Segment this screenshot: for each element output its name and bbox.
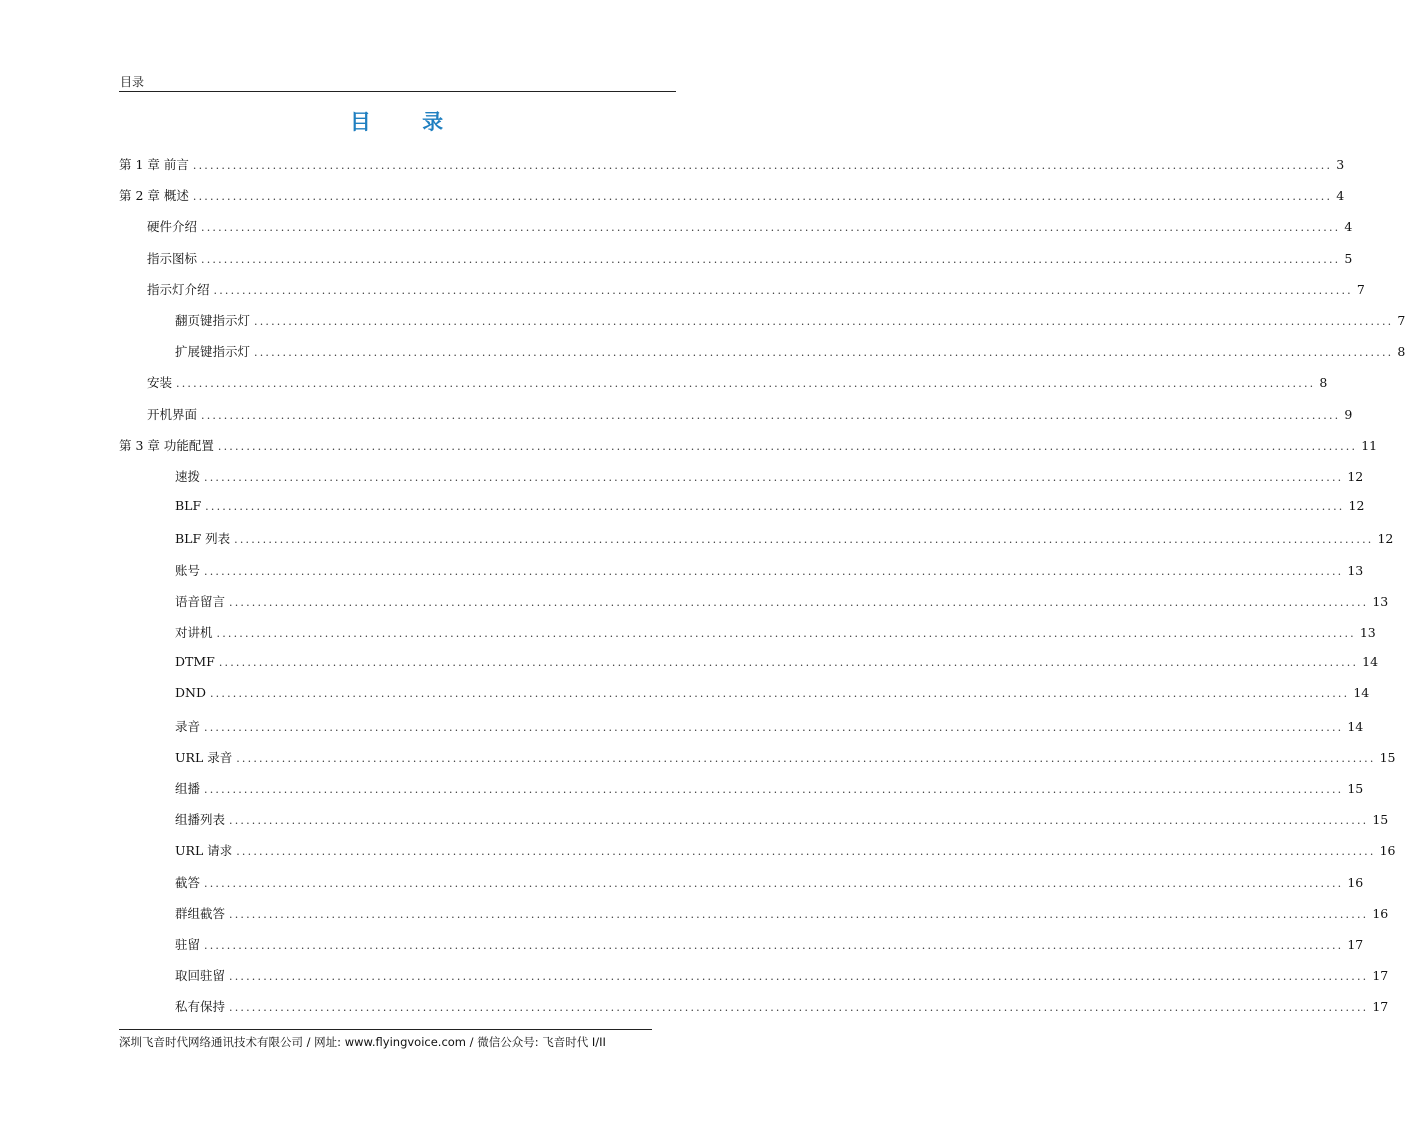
toc-dot-leader: ........................................................................................................................................................................................................ (192, 159, 1333, 172)
toc-entry[interactable] (175, 311, 1405, 331)
toc-entry[interactable] (175, 498, 1365, 518)
toc-dot-leader: ........................................................................................................................................................................................................ (217, 440, 1358, 453)
toc-entry[interactable] (175, 654, 1379, 674)
footer-text: 深圳飞音时代网络通讯技术有限公司 / 网址: www.flyingvoice.com / 微信公众号: 飞音时代 I/II (119, 1035, 606, 1049)
toc-dot-leader: ........................................................................................................................................................................................................ (204, 877, 1344, 890)
toc-entry[interactable] (175, 592, 1389, 612)
toc-entry[interactable] (175, 561, 1364, 581)
toc-entry[interactable] (175, 467, 1364, 487)
toc-entry-label: 指示灯介绍 (147, 282, 210, 297)
toc-entry-page: 4 (1336, 188, 1345, 203)
toc-entry-label: 截答 (175, 875, 201, 890)
toc-entry-label: 速拨 (175, 469, 201, 484)
toc-entry-label: DTMF (175, 654, 215, 669)
toc-entry[interactable] (175, 685, 1370, 705)
toc-dot-leader: ........................................................................................................................................................................................................ (229, 596, 1369, 609)
toc-entry-label: 翻页键指示灯 (175, 313, 251, 328)
toc-entry[interactable] (175, 748, 1396, 768)
toc-entry-page: 15 (1379, 750, 1396, 765)
toc-entry[interactable] (175, 997, 1389, 1017)
toc-entry[interactable] (147, 405, 1353, 425)
toc-dot-leader: ........................................................................................................................................................................................................ (176, 377, 1316, 390)
toc-entry-label: 语音留言 (175, 594, 226, 609)
toc-entry[interactable] (147, 249, 1353, 269)
toc-dot-leader: ........................................................................................................................................................................................................ (201, 221, 1341, 234)
toc-entry-page: 13 (1359, 625, 1376, 640)
toc-entry[interactable] (147, 373, 1328, 393)
toc-entry-label: 账号 (175, 563, 201, 578)
toc-entry-label: URL 请求 (175, 843, 233, 858)
toc-dot-leader: ........................................................................................................................................................................................................ (209, 687, 1350, 700)
toc-entry[interactable] (119, 436, 1378, 456)
toc-entry-page: 12 (1347, 469, 1364, 484)
toc-entry-label: 取回驻留 (175, 968, 226, 983)
toc-entry-label: 组播列表 (175, 812, 226, 827)
toc-entry-label: 录音 (175, 719, 201, 734)
toc-entry-page: 9 (1344, 407, 1353, 422)
toc-entry-label: BLF 列表 (175, 531, 231, 546)
toc-entry-page: 17 (1372, 999, 1389, 1014)
toc-entry[interactable] (175, 623, 1376, 643)
toc-entry-page: 12 (1377, 531, 1394, 546)
toc-entry-page: 13 (1372, 594, 1389, 609)
toc-entry[interactable] (175, 966, 1389, 986)
toc-dot-leader: ........................................................................................................................................................................................................ (213, 284, 1353, 297)
header-rule (119, 91, 676, 92)
toc-entry-label: 第 2 章 概述 (119, 188, 189, 203)
toc-entry[interactable] (175, 717, 1364, 737)
toc-dot-leader: ........................................................................................................................................................................................................ (218, 656, 1359, 669)
toc-entry-page: 11 (1361, 438, 1378, 453)
toc-entry-page: 14 (1347, 719, 1364, 734)
toc-entry-label: URL 录音 (175, 750, 233, 765)
toc-entry-page: 14 (1362, 654, 1379, 669)
toc-dot-leader: ........................................................................................................................................................................................................ (204, 939, 1344, 952)
toc-entry-label: 扩展键指示灯 (175, 344, 251, 359)
toc-dot-leader: ........................................................................................................................................................................................................ (201, 409, 1341, 422)
toc-entry[interactable] (119, 155, 1345, 175)
page-title: 目 录 (349, 110, 466, 134)
toc-dot-leader: ........................................................................................................................................................................................................ (234, 533, 1374, 546)
toc-dot-leader: ........................................................................................................................................................................................................ (204, 783, 1344, 796)
toc-entry-page: 8 (1319, 375, 1328, 390)
toc-entry-page: 7 (1356, 282, 1365, 297)
toc-dot-leader: ........................................................................................................................................................................................................ (229, 908, 1369, 921)
toc-entry-label: 安装 (147, 375, 173, 390)
toc-entry[interactable] (147, 217, 1353, 237)
toc-entry-label: BLF (175, 498, 202, 513)
toc-entry[interactable] (175, 935, 1364, 955)
toc-dot-leader: ........................................................................................................................................................................................................ (236, 752, 1376, 765)
toc-dot-leader: ........................................................................................................................................................................................................ (204, 471, 1344, 484)
toc-entry-label: 私有保持 (175, 999, 226, 1014)
toc-entry-page: 17 (1372, 968, 1389, 983)
toc-entry[interactable] (147, 280, 1365, 300)
toc-entry-page: 17 (1347, 937, 1364, 952)
toc-entry[interactable] (175, 904, 1389, 924)
toc-entry-label: 群组截答 (175, 906, 226, 921)
toc-entry-page: 3 (1336, 157, 1345, 172)
toc-dot-leader: ........................................................................................................................................................................................................ (204, 565, 1344, 578)
toc-entry[interactable] (175, 529, 1394, 549)
toc-entry[interactable] (175, 841, 1396, 861)
toc-dot-leader: ........................................................................................................................................................................................................ (201, 253, 1341, 266)
toc-dot-leader: ........................................................................................................................................................................................................ (216, 627, 1356, 640)
footer-rule (119, 1029, 652, 1030)
toc-entry-page: 16 (1379, 843, 1396, 858)
toc-entry-page: 13 (1347, 563, 1364, 578)
toc-dot-leader: ........................................................................................................................................................................................................ (229, 1001, 1369, 1014)
toc-entry-page: 12 (1348, 498, 1365, 513)
toc-dot-leader: ........................................................................................................................................................................................................ (192, 190, 1333, 203)
toc-entry-page: 15 (1347, 781, 1364, 796)
toc-dot-leader: ........................................................................................................................................................................................................ (254, 315, 1394, 328)
toc-dot-leader: ........................................................................................................................................................................................................ (236, 845, 1376, 858)
toc-entry-label: 对讲机 (175, 625, 213, 640)
toc-entry-page: 16 (1347, 875, 1364, 890)
toc-entry[interactable] (175, 810, 1389, 830)
toc-entry-page: 4 (1344, 219, 1353, 234)
toc-entry-label: 指示图标 (147, 251, 198, 266)
toc-dot-leader: ........................................................................................................................................................................................................ (254, 346, 1394, 359)
toc-dot-leader: ........................................................................................................................................................................................................ (229, 970, 1369, 983)
toc-dot-leader: ........................................................................................................................................................................................................ (204, 721, 1344, 734)
toc-entry-label: 组播 (175, 781, 201, 796)
toc-entry-label: 第 1 章 前言 (119, 157, 189, 172)
toc-entry[interactable] (175, 342, 1405, 362)
toc-entry[interactable] (175, 779, 1364, 799)
toc-entry[interactable] (175, 873, 1364, 893)
toc-entry-label: 驻留 (175, 937, 201, 952)
toc-dot-leader: ........................................................................................................................................................................................................ (205, 500, 1345, 513)
toc-entry-page: 16 (1372, 906, 1389, 921)
toc-entry-page: 7 (1397, 313, 1405, 328)
header-label: 目录 (120, 75, 145, 89)
toc-dot-leader: ........................................................................................................................................................................................................ (229, 814, 1369, 827)
toc-entry-page: 8 (1397, 344, 1405, 359)
toc-entry-label: 硬件介绍 (147, 219, 198, 234)
toc-entry-page: 15 (1372, 812, 1389, 827)
toc-entry-label: 第 3 章 功能配置 (119, 438, 214, 453)
toc-entry-label: DND (175, 685, 206, 700)
toc-entry-label: 开机界面 (147, 407, 198, 422)
toc-entry[interactable] (119, 186, 1345, 206)
toc-entry-page: 14 (1353, 685, 1370, 700)
toc-entry-page: 5 (1344, 251, 1353, 266)
